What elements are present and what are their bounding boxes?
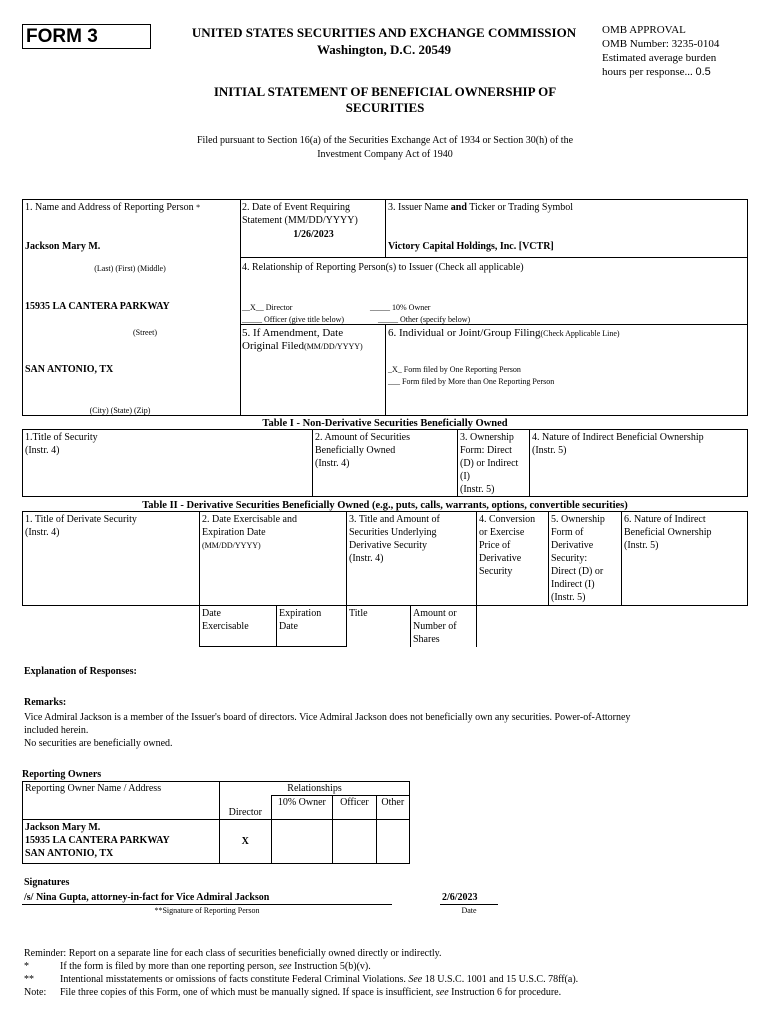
remarks-line3: No securities are beneficially owned. <box>24 738 173 749</box>
box5-label-main: Original Filed <box>242 340 305 352</box>
t2-col2-l1: Expiration Date <box>202 527 266 538</box>
t2-sub-title: Title <box>349 608 368 619</box>
ro-owner-line2: 15935 LA CANTERA PARKWAY <box>25 835 170 846</box>
footnote-2 <box>24 974 744 985</box>
box5-label-line2 <box>242 340 363 353</box>
street-hint: (Street) <box>133 328 157 337</box>
ro-ten-cell <box>271 820 333 864</box>
box5-label-line1: 5. If Amendment, Date <box>242 327 344 339</box>
signature-date: 2/6/2023 <box>442 892 478 903</box>
t2-col2-l0: 2. Date Exercisable and <box>202 514 297 525</box>
t2-col5-l4: Direct (D) or <box>551 566 604 577</box>
t1-col4 <box>532 431 704 457</box>
t1-col4-l0: 4. Nature of Indirect Beneficial Ownership <box>532 432 704 443</box>
footnote-3-post: Instruction 6 for procedure. <box>448 987 562 998</box>
t2-col1-l1: (Instr. 4) <box>25 527 60 538</box>
box6-label-small: (Check Applicable Line) <box>540 329 620 338</box>
t2-col3 <box>349 513 440 565</box>
omb-burden-value: 0.5 <box>695 66 711 78</box>
ro-sub-ten: 10% Owner <box>271 796 333 820</box>
remarks-line1: Vice Admiral Jackson is a member of the Issuer's board of directors. Vice Admiral Jackson does not beneficially own any securities. Power-of-Attorney <box>24 712 631 723</box>
box2-label-line2: Statement (MM/DD/YYYY) <box>242 215 358 226</box>
form-title-line2: SECURITIES <box>345 100 425 115</box>
t2-col2 <box>202 513 297 552</box>
signatures-label: Signatures <box>24 877 70 888</box>
box3-label-and: and <box>450 202 467 213</box>
t1-col3-l3: (I) <box>460 471 470 482</box>
t2-sub-amount <box>413 607 457 646</box>
t2-col6 <box>624 513 711 552</box>
t1-col1 <box>25 431 98 457</box>
filed-pursuant-line2: Investment Company Act of 1940 <box>317 149 453 160</box>
box5-label <box>242 327 363 353</box>
t2-col4 <box>479 513 535 578</box>
t2-col1-l0: 1. Title of Derivate Security <box>25 514 137 525</box>
footnote-3-pre: File three copies of this Form, one of which must be manually signed. If space is insufficient, <box>60 987 436 998</box>
t1-col4-l1: (Instr. 5) <box>532 445 567 456</box>
ro-col-name: Reporting Owner Name / Address <box>23 782 220 820</box>
remarks-line2: included herein. <box>24 725 89 736</box>
omb-burden2-row <box>602 65 719 79</box>
signer-caption: **Signature of Reporting Person <box>154 906 260 915</box>
box1-label <box>25 201 200 214</box>
box5-label-small: (MM/DD/YYYY) <box>304 342 363 351</box>
omb-title: OMB APPROVAL <box>602 24 686 36</box>
ro-owner-line3: SAN ANTONIO, TX <box>25 848 114 859</box>
form-label: FORM 3 <box>26 26 98 47</box>
t2-sub-amount-l0: Amount or <box>413 608 457 619</box>
t2-col6-l0: 6. Nature of Indirect <box>624 514 706 525</box>
ro-sub-officer: Officer <box>333 796 376 820</box>
t2-col3-l1: Securities Underlying <box>349 527 437 538</box>
t1-col1-l0: 1.Title of Security <box>25 432 98 443</box>
ro-director-mark: X <box>220 820 272 864</box>
omb-burden1: Estimated average burden <box>602 52 717 64</box>
box3-label <box>388 201 573 214</box>
t1-col2-l2: (Instr. 4) <box>315 458 350 469</box>
t2-col4-l3: Derivative <box>479 553 522 564</box>
t1-col3-l1: Form: Direct <box>460 445 512 456</box>
t2-sub-exp-l1: Date <box>279 621 298 632</box>
agency-line1: UNITED STATES SECURITIES AND EXCHANGE COMMISSION <box>191 25 577 40</box>
t1-col3-l2: (D) or Indirect <box>460 458 519 469</box>
t2-col5-l0: 5. Ownership <box>551 514 605 525</box>
form-label-box <box>22 24 151 49</box>
t1-col3-l4: (Instr. 5) <box>460 484 495 495</box>
box6-label <box>388 327 620 340</box>
footnote-2-mark: ** <box>24 974 34 985</box>
reporting-person-name: Jackson Mary M. <box>25 241 101 252</box>
t2-col4-l2: Price of <box>479 540 511 551</box>
t2-col6-l1: Beneficial Ownership <box>624 527 712 538</box>
t2-sub-exp-l0: Expiration <box>279 608 322 619</box>
footnote-2-post: 18 U.S.C. 1001 and 15 U.S.C. 78ff(a). <box>422 974 579 985</box>
remarks-text <box>24 711 630 750</box>
signature-date-caption: Date <box>461 906 477 915</box>
t2-col3-l0: 3. Title and Amount of <box>349 514 440 525</box>
box6-label-main: 6. Individual or Joint/Group Filing <box>388 327 541 339</box>
t2-col5 <box>551 513 605 604</box>
t2-sub-exp <box>279 607 321 633</box>
t2-col5-l2: Derivative <box>551 540 594 551</box>
footnote-3-see: see <box>435 987 449 998</box>
box6-opt2: ___ Form filed by More than One Reporting Person <box>388 377 555 386</box>
relationship-director: __X__ Director <box>242 303 293 312</box>
t2-sub-date-ex-l1: Exercisable <box>202 621 249 632</box>
t2-col4-l4: Security <box>479 566 513 577</box>
box6-opt1: _X_ Form filed by One Reporting Person <box>388 365 521 374</box>
t1-col3 <box>460 431 518 496</box>
omb-burden2: hours per response... <box>602 66 693 78</box>
footnote-1 <box>24 961 744 972</box>
omb-approval <box>602 23 719 79</box>
box1-label-mark: * <box>196 203 201 212</box>
ro-sub-director: Director <box>220 796 272 820</box>
footnote-1-mark: * <box>24 961 29 972</box>
t2-col4-l1: or Exercise <box>479 527 525 538</box>
table2-title: Table II - Derivative Securities Beneficially Owned (e.g., puts, calls, warrants, options, convertible securities) <box>142 500 628 511</box>
ro-other-cell <box>376 820 409 864</box>
footnote-2-see: See <box>408 974 423 985</box>
t2-col5-l1: Form of <box>551 527 584 538</box>
relationship-other: _____ Other (specify below) <box>378 315 471 324</box>
box1-label-text: 1. Name and Address of Reporting Person <box>25 202 194 213</box>
t2-sub-amount-l1: Number of <box>413 621 457 632</box>
relationship-officer: _____ Officer (give title below) <box>242 315 345 324</box>
box4-label: 4. Relationship of Reporting Person(s) to Issuer (Check all applicable) <box>242 262 524 273</box>
city-hint: (City) (State) (Zip) <box>89 406 151 415</box>
name-hint: (Last) (First) (Middle) <box>94 264 166 273</box>
ro-owner-line1: Jackson Mary M. <box>25 822 101 833</box>
reporting-person-street: 15935 LA CANTERA PARKWAY <box>25 301 170 312</box>
footnote-3 <box>24 987 754 998</box>
ro-sub-other: Other <box>376 796 409 820</box>
t2-sub-amount-l2: Shares <box>413 634 440 645</box>
t1-col2-l0: 2. Amount of Securities <box>315 432 410 443</box>
ro-col-rel: Relationships <box>220 782 410 796</box>
t1-col2-l1: Beneficially Owned <box>315 445 396 456</box>
t1-col1-l1: (Instr. 4) <box>25 445 60 456</box>
t2-col6-l2: (Instr. 5) <box>624 540 659 551</box>
t2-sub-date-ex <box>202 607 249 633</box>
remarks-label: Remarks: <box>24 697 67 708</box>
t1-col3-l0: 3. Ownership <box>460 432 514 443</box>
issuer-name: Victory Capital Holdings, Inc. [VCTR] <box>388 241 554 252</box>
t2-col3-l2: Derivative Security <box>349 540 428 551</box>
explanation-label: Explanation of Responses: <box>24 666 137 677</box>
footnote-3-mark: Note: <box>24 987 47 998</box>
omb-number: OMB Number: 3235-0104 <box>602 38 720 50</box>
table1-title: Table I - Non-Derivative Securities Beneficially Owned <box>262 418 508 429</box>
agency-line2: Washington, D.C. 20549 <box>317 42 451 57</box>
reminder: Reminder: Report on a separate line for each class of securities beneficially owned directly or indirectly. <box>24 948 442 959</box>
relationship-ten-pct: _____ 10% Owner <box>370 303 431 312</box>
footnote-1-see: see <box>278 961 292 972</box>
reporting-owners-table <box>22 781 410 864</box>
footnote-1-post: Instruction 5(b)(v). <box>291 961 371 972</box>
ro-officer-cell <box>333 820 376 864</box>
reporting-owners-label: Reporting Owners <box>22 769 102 780</box>
signer: /s/ Nina Gupta, attorney-in-fact for Vice Admiral Jackson <box>24 892 270 903</box>
box2-label-line1: 2. Date of Event Requiring <box>242 202 351 213</box>
t1-col2 <box>315 431 410 470</box>
footnote-1-pre: If the form is filed by more than one reporting person, <box>60 961 279 972</box>
reporting-person-city: SAN ANTONIO, TX <box>25 364 114 375</box>
ro-owner <box>23 820 220 864</box>
box2-label <box>242 201 358 227</box>
filed-pursuant-line1: Filed pursuant to Section 16(a) of the Securities Exchange Act of 1934 or Section 30(h) of the <box>196 135 574 146</box>
t2-col5-l5: Indirect (I) <box>551 579 595 590</box>
t2-col4-l0: 4. Conversion <box>479 514 536 525</box>
event-date: 1/26/2023 <box>293 229 334 240</box>
t2-col5-l3: Security: <box>551 553 588 564</box>
t2-col3-l3: (Instr. 4) <box>349 553 384 564</box>
t2-col2-small: (MM/DD/YYYY) <box>202 541 261 550</box>
t2-col1 <box>25 513 137 539</box>
footnote-2-pre: Intentional misstatements or omissions of facts constitute Federal Criminal Violations. <box>60 974 409 985</box>
box3-label-post: Ticker or Trading Symbol <box>466 202 574 213</box>
form-title-line1: INITIAL STATEMENT OF BENEFICIAL OWNERSHIP OF <box>213 84 557 99</box>
t2-col5-l6: (Instr. 5) <box>551 592 586 603</box>
box3-label-pre: 3. Issuer Name <box>388 202 451 213</box>
t2-sub-date-ex-l0: Date <box>202 608 221 619</box>
